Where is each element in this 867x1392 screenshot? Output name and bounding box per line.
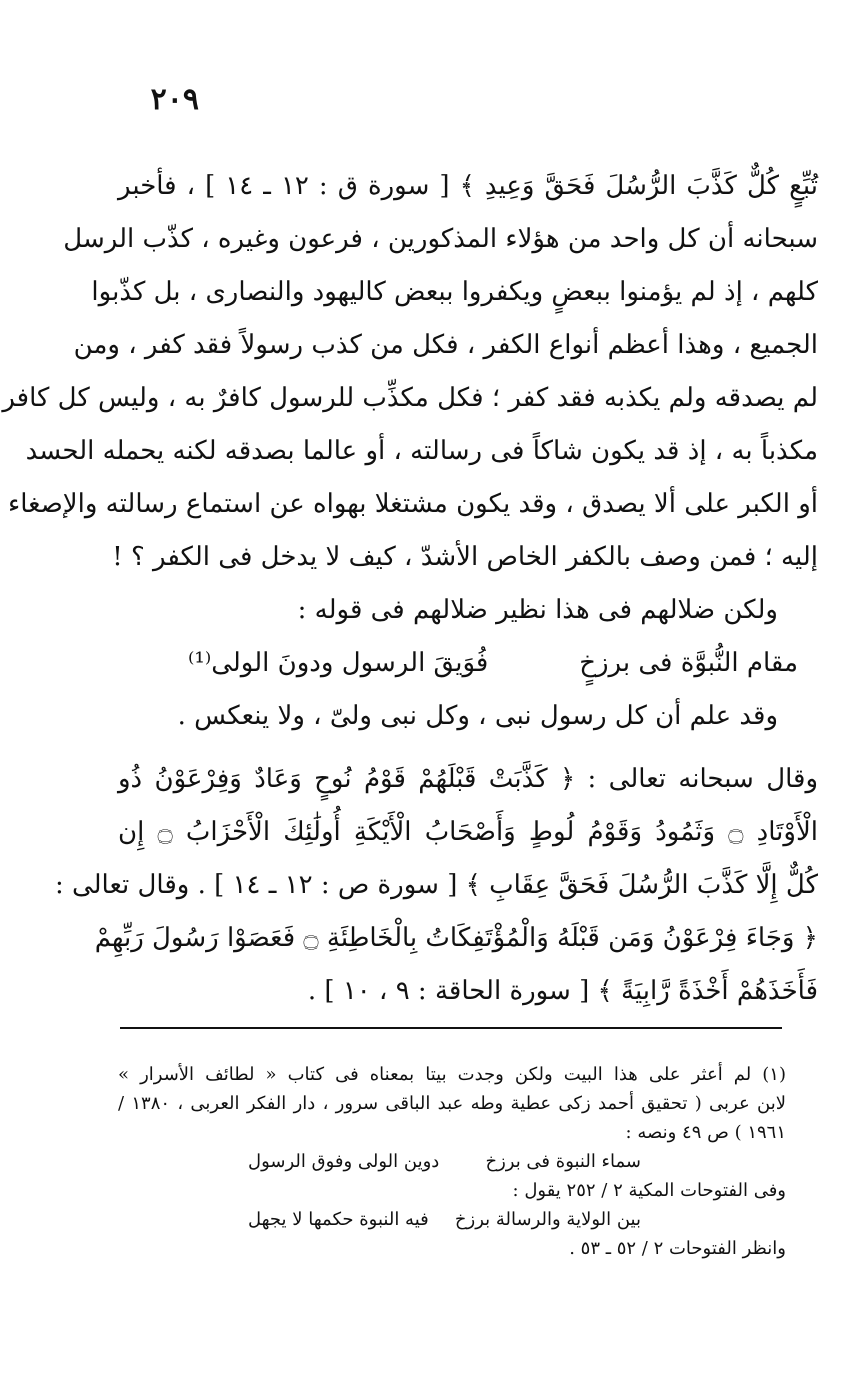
main-text <box>2 160 819 1018</box>
verse-first-hemistich: بين الولاية والرسالة برزخ <box>454 1209 641 1230</box>
verse-first-hemistich: سماء النبوة فى برزخ <box>485 1151 641 1172</box>
verse-second-hemistich: فُوَيقَ الرسول ودونَ الولى⁽¹⁾ <box>188 648 489 678</box>
text-line: إليه ؛ فمن وصف بالكفر الخاص الأشدّ ، كيف لا يدخل فى الكفر ؟ ! <box>112 542 818 572</box>
text-line: كُلٌّ إِلَّا كَذَّبَ الرُّسُلَ فَحَقَّ عِقَابِ ﴾ [ سورة ص : ١٢ ـ ١٤ ] . وقال تعالى : <box>54 870 818 900</box>
footnote-line: وفى الفتوحات المكية ٢ / ٢٥٢ يقول : <box>512 1180 786 1201</box>
text-line: الجميع ، وهذا أعظم أنواع الكفر ، فكل من كذب رسولاً فقد كفر ، ومن <box>73 330 818 360</box>
page-number: ٢٠٩ <box>150 82 199 117</box>
text-line: أو الكبر على ألا يصدق ، وقد يكون مشتغلا بهواه عن استماع رسالته والإصغاء <box>8 489 818 519</box>
paragraph-gap <box>118 743 818 753</box>
text-line: فَأَخَذَهُمْ أَخْذَةً رَّابِيَةً ﴾ [ سورة الحاقة : ٩ ، ١٠ ] . <box>307 976 818 1006</box>
verse-first-hemistich: مقام النُّبوَّة فى برزخٍ <box>579 648 798 678</box>
footnote-line: وانظر الفتوحات ٢ / ٥٢ ـ ٥٣ . <box>569 1238 786 1259</box>
after-verse-line: وقد علم أن كل رسول نبى ، وكل نبى ولىّ ، ولا ينعكس . <box>177 701 778 731</box>
text-line: تُبِّعٍ كُلٌّ كَذَّبَ الرُّسُلَ فَحَقَّ وَعِيدِ ﴾ [ سورة ق : ١٢ ـ ١٤ ] ، فأخبر <box>118 171 819 201</box>
text-line: لم يصدقه ولم يكذبه فقد كفر ؛ فكل مكذِّب للرسول كافرٌ به ، وليس كل كافر <box>2 383 818 413</box>
footnotes <box>118 1060 786 1263</box>
intro-line: ولكن ضلالهم فى هذا نظير ضلالهم فى قوله : <box>297 595 778 625</box>
footnote-line: (١) لم أعثر على هذا البيت ولكن وجدت بيتا بمعناه فى كتاب « لطائف الأسرار » <box>118 1064 786 1085</box>
footnote-verse <box>118 1147 786 1176</box>
footnote-divider <box>120 1027 782 1029</box>
footnote-verse <box>118 1205 786 1234</box>
verse-second-hemistich: فيه النبوة حكمها لا يجهل <box>248 1209 429 1230</box>
footnote-line: ١٩٦١ ) ص ٤٩ ونصه : <box>625 1122 786 1143</box>
text-line: الْأَوْتَادِ ۝ وَثَمُودُ وَقَوْمُ لُوطٍ وَأَصْحَابُ الْأَيْكَةِ أُولَٰئِكَ الْأَحْزَابُ ۝ إِن <box>118 817 818 847</box>
text-line: وقال سبحانه تعالى : ﴿ كَذَّبَتْ قَبْلَهُمْ قَوْمُ نُوحٍ وَعَادٌ وَفِرْعَوْنُ ذُو <box>118 764 818 794</box>
text-line: كلهم ، إذ لم يؤمنوا ببعضٍ ويكفروا ببعض كاليهود والنصارى ، بل كذّبوا <box>91 277 818 307</box>
verse-second-hemistich: دوين الولى وفوق الرسول <box>248 1151 440 1172</box>
text-line: ﴿ وَجَاءَ فِرْعَوْنُ وَمَن قَبْلَهُ وَالْمُؤْتَفِكَاتُ بِالْخَاطِئَةِ ۝ فَعَصَوْا رَسُولَ رَبِّهِمْ <box>94 923 818 953</box>
footnote-line: لابن عربى ( تحقيق أحمد زكى عطية وطه عبد الباقى سرور ، دار الفكر العربى ، ١٣٨٠ / <box>118 1093 786 1114</box>
text-line: مكذباً به ، إذ قد يكون شاكاً فى رسالته ، أو عالما بصدقه لكنه يحمله الحسد <box>25 436 818 466</box>
poetry-verse <box>118 637 818 690</box>
text-line: سبحانه أن كل واحد من هؤلاء المذكورين ، فرعون وغيره ، كذّب الرسل <box>63 224 818 254</box>
